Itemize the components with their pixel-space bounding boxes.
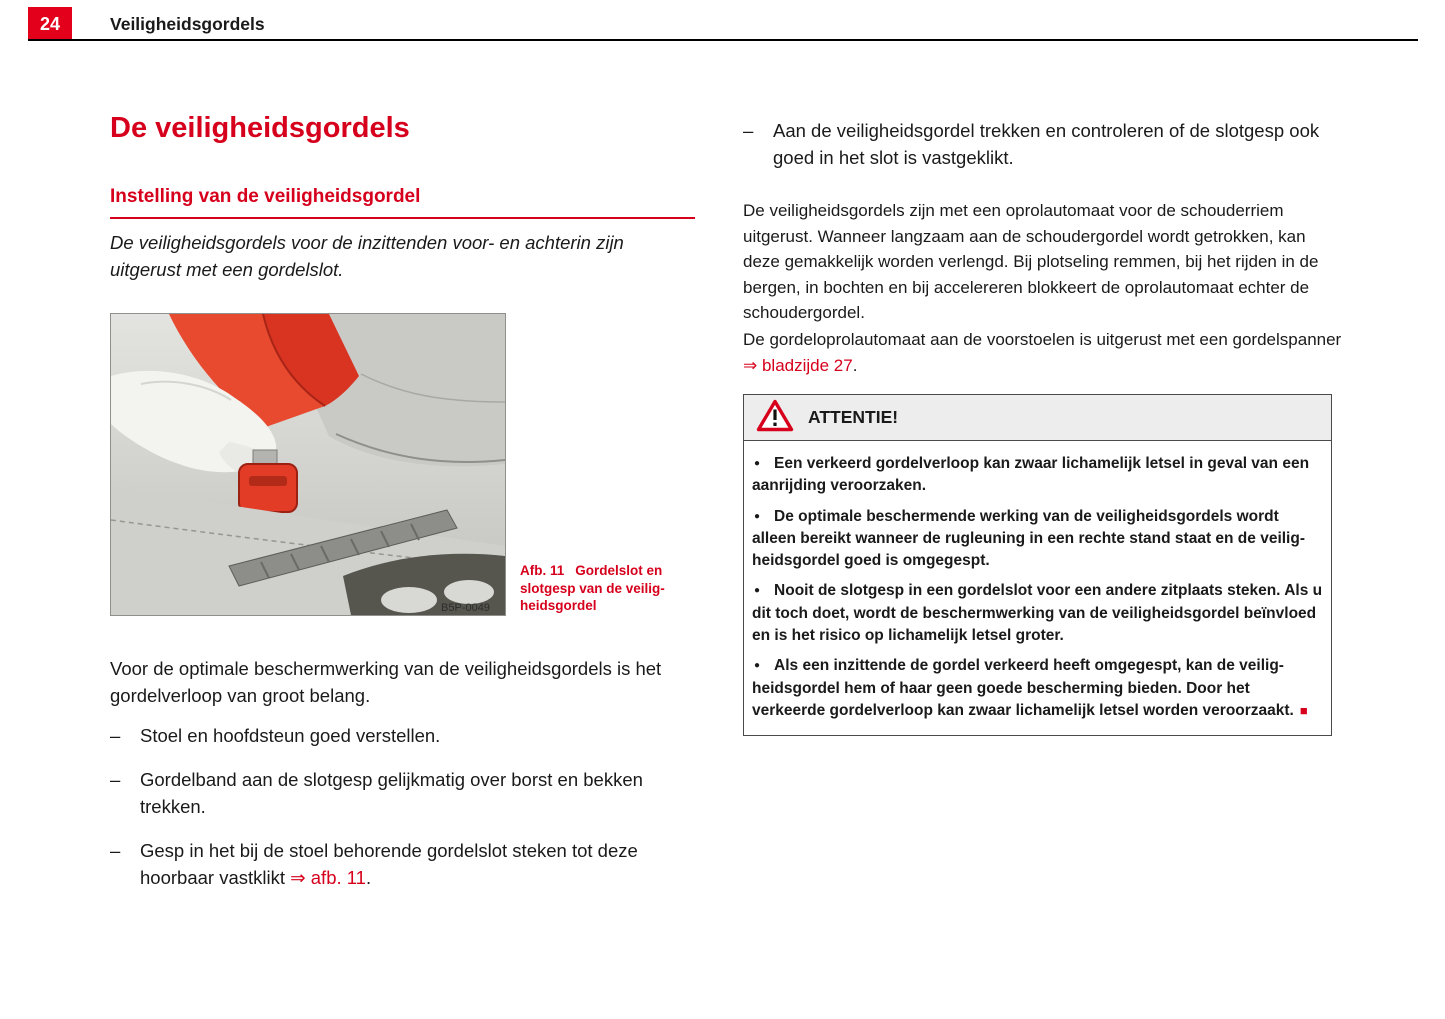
figure-caption xyxy=(520,562,698,615)
attention-box xyxy=(743,394,1332,736)
arrow-icon: ⇒ xyxy=(743,355,758,375)
attention-item-text: De optimale beschermende werking van de veiligheidsgordels wordt alleen bereikt wanneer de rugleuning in een rechte stand staat en de veiligheidsgordel goed is omgegespt. xyxy=(752,507,1305,570)
list-item xyxy=(110,766,710,820)
list-item-suffix: . xyxy=(365,867,372,888)
body-paragraph: Voor de optimale beschermwerking van de veiligheidsgordels is het gordelverloop van groot belang. xyxy=(110,658,662,706)
list-item-body: Gesp in het bij de stoel behorende gordelslot steken tot deze hoorbaar vastklikt xyxy=(140,840,638,888)
attention-item-text: Een verkeerd gordelverloop kan zwaar lichamelijk letsel in geval van een aanrijding veroorzaken. xyxy=(752,455,1310,495)
attention-item-text: Nooit de slotgesp in een gordelslot voor een andere zitplaats steken. Als u dit toch doet, wordt de beschermwerking van de veiligheidsgordel beïnvloed en is het risico op lichamelijk letsel groter. xyxy=(752,582,1323,645)
cross-reference-link-afb11[interactable]: ⇒ afb. 11 xyxy=(290,867,366,888)
body-paragraph xyxy=(743,327,1343,378)
figure-code-label: B5P-0049 xyxy=(441,602,490,614)
dash-marker: – xyxy=(110,725,121,746)
warning-triangle-icon xyxy=(756,399,794,437)
figure-caption-text: Gordelslot en slotgesp van de veiligheidsgordel xyxy=(520,563,665,613)
attention-item xyxy=(752,453,1323,498)
cross-reference-link-page27[interactable]: bladzijde 27 xyxy=(757,355,853,375)
attention-title: ATTENTIE! xyxy=(808,407,899,427)
end-square-marker: ■ xyxy=(1299,702,1308,718)
figure-caption-number: Afb. 11 xyxy=(520,563,565,578)
list-item-text xyxy=(140,766,710,820)
seatbelt-buckle-illustration xyxy=(111,314,505,615)
attention-item xyxy=(752,580,1323,647)
intro-paragraph: De veiligheidsgordels voor de inzittenden voor- en achterin zijn uitgerust met een gordelslot. xyxy=(110,232,624,280)
subsection-title: Instelling van de veiligheidsgordel xyxy=(110,186,421,207)
page-number-badge: 24 xyxy=(28,7,72,41)
attention-body xyxy=(744,441,1331,735)
list-item xyxy=(110,722,710,749)
list-item-text xyxy=(140,722,440,749)
header-title: Veiligheidsgordels xyxy=(110,14,265,34)
instruction-list xyxy=(110,722,710,908)
list-item xyxy=(743,117,1343,171)
attention-item xyxy=(752,655,1323,722)
section-title: De veiligheidsgordels xyxy=(110,112,410,144)
list-item-body: Stoel en hoofdsteun goed verstellen. xyxy=(140,725,441,746)
body-paragraph: De veiligheidsgordels zijn met een oprolautomaat voor de schouderriem uitgerust. Wanneer langzaam aan de schoudergordel wordt getrokken, kan deze gemakkelijk worden verlengd. Bij plotseling remmen, bij het rijden in de bergen, in bochten en bij accelereren blokkeert de oprolautomaat echter de schoudergordel. xyxy=(743,201,1319,322)
paragraph-suffix: . xyxy=(852,355,858,375)
list-item-text: Aan de veiligheidsgordel trekken en controleren of de slotgesp ook goed in het slot is vastgeklikt. xyxy=(773,120,1320,168)
paragraph-text: De gordeloprolautomaat aan de voorstoelen is uitgerust met een gordelspanner xyxy=(743,330,1342,349)
list-item-body: Gordelband aan de slotgesp gelijkmatig over borst en bekken trekken. xyxy=(140,769,643,817)
bullet-icon: ● xyxy=(754,585,761,597)
bullet-icon: ● xyxy=(754,660,761,672)
figure-image xyxy=(110,313,506,616)
dash-marker: – xyxy=(110,840,121,861)
list-item-text xyxy=(140,837,710,891)
attention-item-text: Als een inzittende de gordel verkeerd heeft omgegespt, kan de veiligheidsgordel hem of haar geen goede bescherming bieden. Door het verkeerde gordelverloop kan zwaar lichamelijk letsel worden veroorzaakt. xyxy=(752,657,1294,719)
bullet-icon: ● xyxy=(754,458,761,469)
subsection-heading-block xyxy=(110,186,695,219)
list-item xyxy=(110,837,710,891)
attention-header xyxy=(744,395,1331,441)
dash-marker: – xyxy=(743,120,754,141)
attention-item xyxy=(752,506,1323,573)
dash-marker: – xyxy=(110,769,121,790)
header-rule xyxy=(28,39,1418,41)
bullet-icon: ● xyxy=(754,510,761,522)
